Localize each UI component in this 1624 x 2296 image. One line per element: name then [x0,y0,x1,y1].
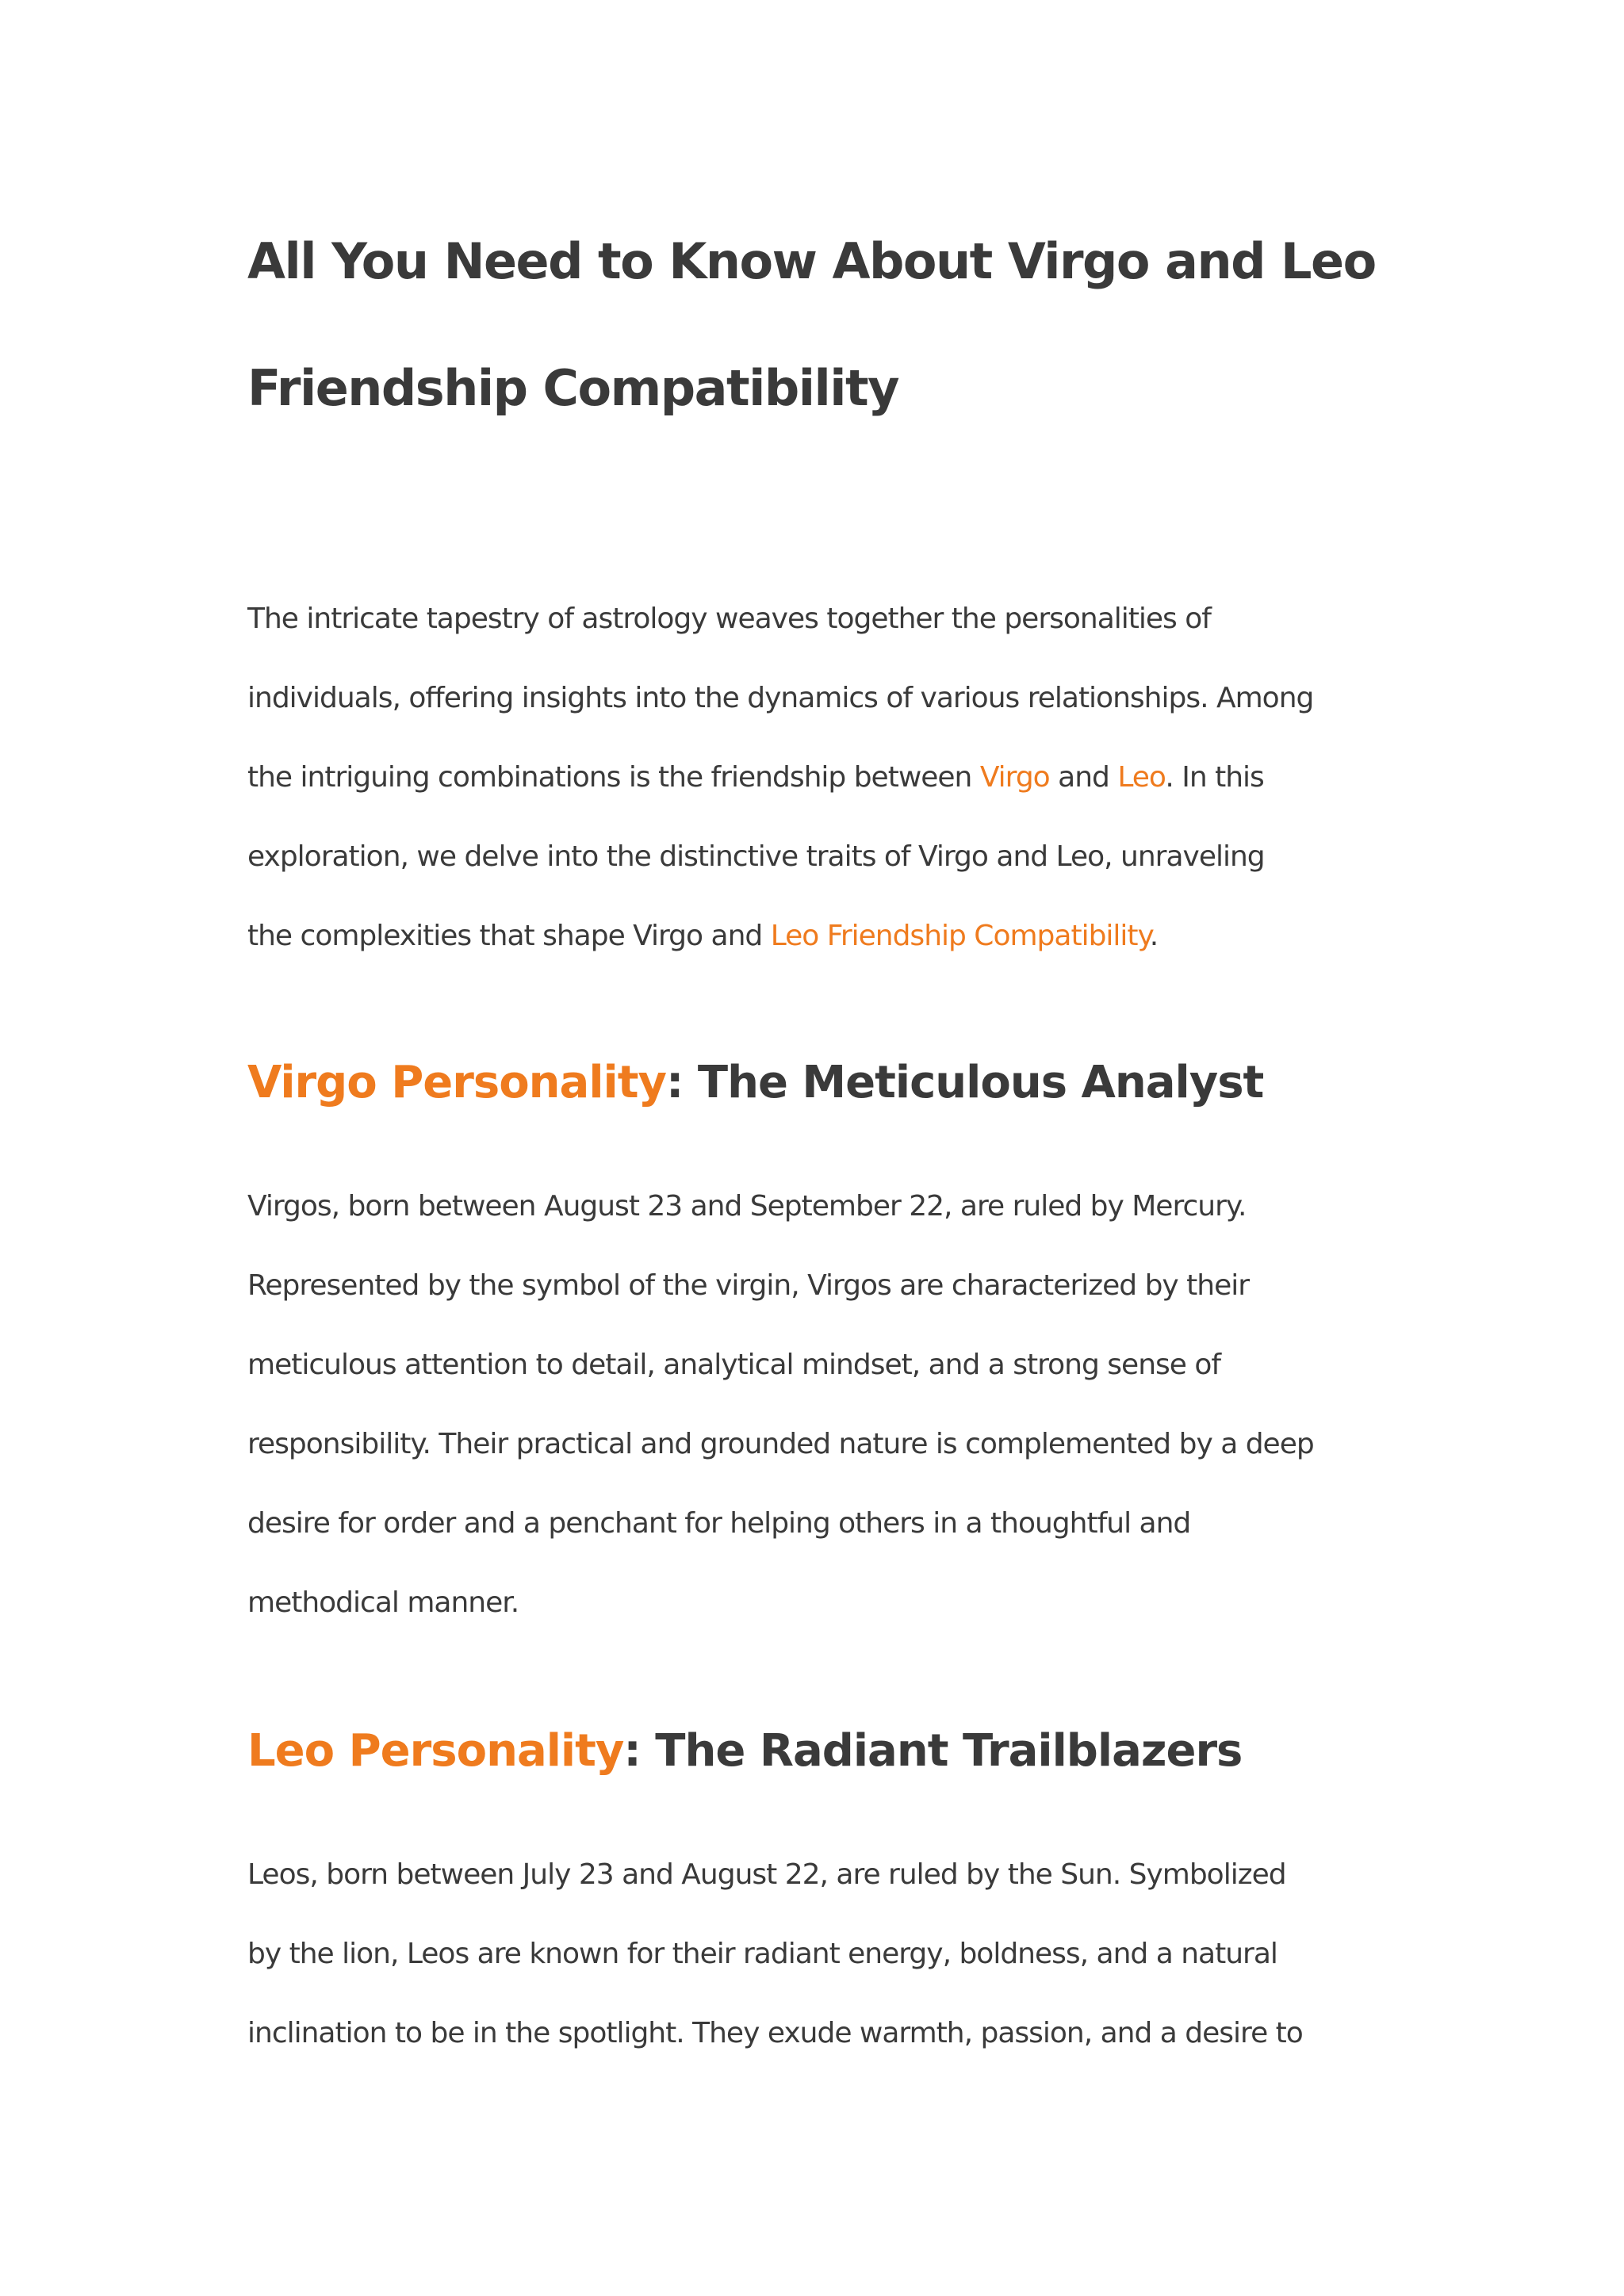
virgo-line-3: meticulous attention to detail, analytical mindset, and a strong sense of [247,1349,1221,1381]
virgo-heading-rest: : The Meticulous Analyst [666,1057,1264,1108]
leo-personality-link[interactable]: Leo Personality [247,1725,624,1777]
intro-line-5-text: the complexities that shape Virgo and [247,920,771,952]
leo-line-1: Leos, born between July 23 and August 22, are ruled by the Sun. Symbolized [247,1858,1286,1891]
page-title [247,198,1377,452]
intro-line-5-post-text: . [1149,920,1159,952]
page-title-line-2: Friendship Compatibility [247,359,899,417]
leo-friendship-compatibility-link[interactable]: Leo Friendship Compatibility [770,920,1150,952]
intro-line-4: exploration, we delve into the distinctive traits of Virgo and Leo, unraveling [247,840,1265,873]
virgo-link[interactable]: Virgo [979,761,1050,794]
page-title-line-1: All You Need to Know About Virgo and Leo [247,232,1376,290]
intro-paragraph [247,580,1377,976]
intro-line-3-mid-text: and [1049,761,1118,794]
virgo-line-1: Virgos, born between August 23 and September 22, are ruled by Mercury. [247,1190,1247,1223]
intro-line-5 [247,897,1377,976]
virgo-personality-heading [247,1047,1377,1119]
leo-link[interactable]: Leo [1117,761,1166,794]
intro-line-3 [247,738,1377,817]
leo-line-3: inclination to be in the spotlight. They exude warmth, passion, and a desire to [247,2017,1303,2049]
intro-line-3-post-text: . In this [1165,761,1264,794]
leo-personality-heading [247,1716,1377,1787]
intro-line-2: individuals, offering insights into the dynamics of various relationships. Among [247,682,1314,714]
leo-paragraph [247,1835,1377,2073]
virgo-line-6: methodical manner. [247,1586,519,1619]
virgo-line-2: Represented by the symbol of the virgin, Virgos are characterized by their [247,1269,1250,1302]
virgo-personality-link[interactable]: Virgo Personality [247,1057,666,1108]
virgo-paragraph [247,1167,1377,1643]
virgo-line-4: responsibility. Their practical and grounded nature is complemented by a deep [247,1428,1314,1460]
leo-heading-rest: : The Radiant Trailblazers [623,1725,1243,1777]
intro-line-1: The intricate tapestry of astrology weaves together the personalities of [247,603,1211,635]
virgo-line-5: desire for order and a penchant for helping others in a thoughtful and [247,1507,1191,1540]
leo-line-2: by the lion, Leos are known for their radiant energy, boldness, and a natural [247,1938,1277,1970]
intro-line-3-text: the intriguing combinations is the friendship between [247,761,980,794]
